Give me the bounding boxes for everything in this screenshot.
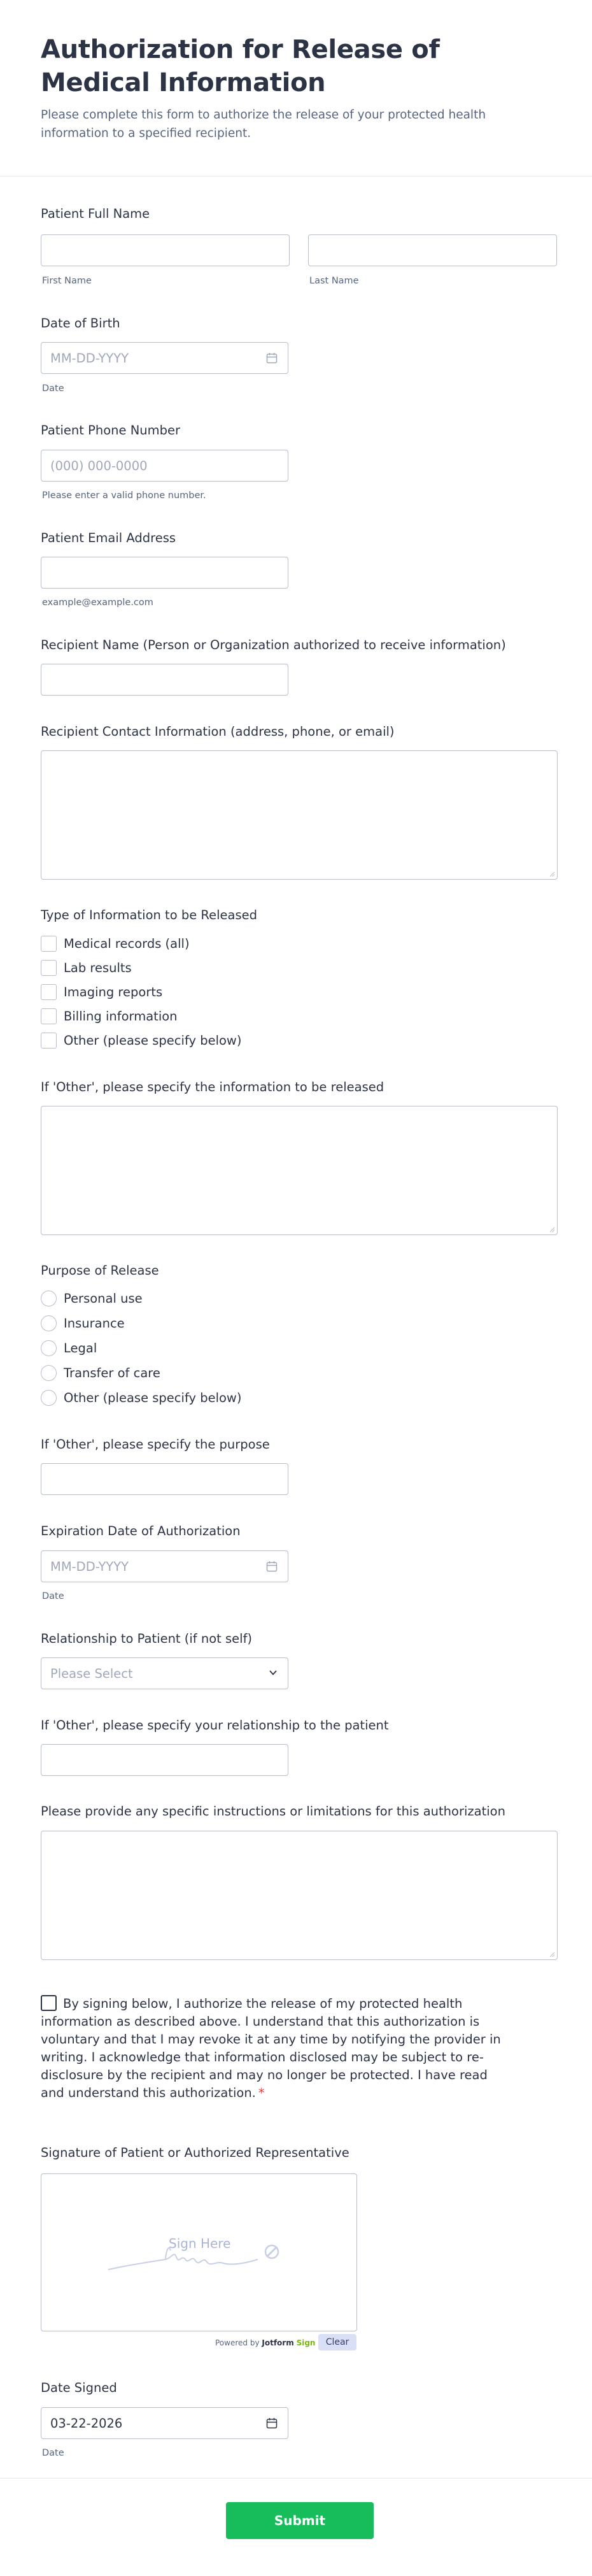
purpose-other-input[interactable] (41, 1463, 288, 1495)
radio-button[interactable] (41, 1365, 57, 1381)
sign-product-text: Sign (296, 2338, 316, 2347)
consent-text: By signing below, I authorize the release of my protected health information as described above. I understand that this authorization is voluntary and that I may revoke it at any time by notifying the provider in writing. I acknowledge that information disclosed may be subject to re-disclosure by the recipient and may no longer be protected. I have read and understand this authorization. (41, 1996, 501, 2100)
option-label: Insurance (64, 1315, 125, 1331)
dob-sublabel: Date (42, 383, 64, 394)
jotform-logo-text: Jotform (262, 2338, 294, 2347)
purpose-label-text: Purpose of Release (41, 1263, 159, 1278)
email-label (41, 530, 176, 547)
relationship-label (41, 1631, 252, 1647)
info-option-medical-records[interactable] (41, 935, 190, 952)
purpose-option-personal[interactable] (41, 1290, 143, 1306)
checkbox[interactable] (41, 1008, 57, 1024)
signature-label (41, 2145, 349, 2161)
purpose-label (41, 1263, 159, 1279)
form-header (0, 0, 592, 176)
resize-grip-icon[interactable] (549, 871, 555, 877)
sign-here-text: Sign Here (169, 2236, 231, 2251)
info-other-label (41, 1079, 384, 1096)
purpose-option-transfer[interactable] (41, 1364, 160, 1381)
radio-button[interactable] (41, 1390, 57, 1406)
phone-sublabel: Please enter a valid phone number. (42, 490, 206, 501)
required-asterisk: * (258, 2086, 265, 2100)
radio-button[interactable] (41, 1315, 57, 1331)
option-label: Billing information (64, 1008, 178, 1024)
info-option-billing[interactable] (41, 1008, 178, 1024)
recipient-contact-textarea[interactable] (41, 750, 558, 880)
option-label: Lab results (64, 960, 132, 975)
calendar-icon[interactable] (266, 1561, 278, 1572)
instructions-label (41, 1803, 505, 1820)
option-label: Other (please specify below) (64, 1390, 242, 1405)
expiration-sublabel: Date (42, 1591, 64, 1601)
dob-label (41, 315, 120, 332)
phone-label (41, 422, 180, 439)
resize-grip-icon[interactable] (549, 1951, 555, 1957)
signature-pad[interactable] (41, 2173, 357, 2331)
purpose-other-label-text: If 'Other', please specify the purpose (41, 1437, 270, 1452)
signature-label-text: Signature of Patient or Authorized Representative (41, 2145, 349, 2160)
checkbox[interactable] (41, 936, 57, 952)
consent-checkbox[interactable] (41, 1995, 57, 2011)
resize-grip-icon[interactable] (549, 1226, 555, 1233)
date-signed-input[interactable] (41, 2407, 288, 2439)
chevron-down-icon (269, 1670, 278, 1676)
consent-block (41, 1995, 512, 2102)
powered-by (215, 2338, 315, 2347)
recipient-name-label (41, 637, 506, 654)
date-signed-value: 03-22-2026 (50, 2416, 123, 2431)
relationship-select[interactable] (41, 1657, 288, 1689)
info-option-lab-results[interactable] (41, 959, 132, 976)
relationship-other-input[interactable] (41, 1744, 288, 1776)
relationship-other-label-text: If 'Other', please specify your relationship to the patient (41, 1718, 389, 1733)
radio-button[interactable] (41, 1291, 57, 1306)
dob-placeholder: MM-DD-YYYY (50, 351, 129, 366)
email-label-text: Patient Email Address (41, 531, 176, 545)
calendar-icon[interactable] (266, 2417, 278, 2429)
recipient-contact-label (41, 724, 395, 740)
date-signed-label (41, 2380, 117, 2396)
date-signed-label-text: Date Signed (41, 2380, 117, 2395)
recipient-contact-label-text: Recipient Contact Information (address, phone, or email) (41, 724, 395, 739)
checkbox[interactable] (41, 1033, 57, 1048)
option-label: Medical records (all) (64, 936, 190, 951)
option-label: Personal use (64, 1291, 143, 1306)
option-label: Legal (64, 1340, 97, 1356)
purpose-option-legal[interactable] (41, 1340, 97, 1356)
purpose-option-insurance[interactable] (41, 1315, 125, 1331)
radio-button[interactable] (41, 1340, 57, 1356)
purpose-other-label (41, 1436, 270, 1453)
option-label: Imaging reports (64, 984, 163, 999)
info-option-other[interactable] (41, 1032, 241, 1048)
recipient-name-label-text: Recipient Name (Person or Organization authorized to receive information) (41, 638, 506, 652)
expiration-placeholder: MM-DD-YYYY (50, 1559, 129, 1574)
last-name-sublabel: Last Name (309, 276, 359, 286)
powered-by-text: Powered by (215, 2338, 260, 2347)
calendar-icon[interactable] (266, 352, 278, 364)
last-name-input[interactable] (308, 234, 557, 266)
option-label: Other (please specify below) (64, 1033, 242, 1048)
checkbox[interactable] (41, 984, 57, 1000)
recipient-name-input[interactable] (41, 664, 288, 696)
phone-placeholder: (000) 000-0000 (50, 459, 148, 473)
checkbox[interactable] (41, 960, 57, 976)
form-footer (0, 2478, 592, 2572)
info-other-label-text: If 'Other', please specify the information to be released (41, 1080, 384, 1094)
expiration-label-text: Expiration Date of Authorization (41, 1524, 241, 1538)
info-type-label-text: Type of Information to be Released (41, 908, 257, 922)
phone-input[interactable] (41, 450, 288, 482)
info-type-label (41, 907, 257, 924)
option-label: Transfer of care (64, 1365, 160, 1380)
email-input[interactable] (41, 557, 288, 589)
relationship-label-text: Relationship to Patient (if not self) (41, 1631, 253, 1646)
info-option-imaging-reports[interactable] (41, 984, 162, 1000)
submit-button[interactable]: Submit Authorization (226, 2502, 374, 2539)
dob-label-text: Date of Birth (41, 316, 120, 331)
phone-label-text: Patient Phone Number (41, 423, 181, 438)
patient-name-label (41, 206, 150, 222)
dob-input[interactable] (41, 342, 288, 374)
instructions-label-text: Please provide any specific instructions or limitations for this authorization (41, 1804, 505, 1819)
first-name-input[interactable] (41, 234, 290, 266)
relationship-other-label (41, 1717, 389, 1734)
expiration-date-input[interactable] (41, 1550, 288, 1582)
info-other-textarea[interactable] (41, 1106, 558, 1235)
first-name-sublabel: First Name (42, 276, 92, 286)
instructions-textarea[interactable] (41, 1831, 558, 1960)
form-subtitle: Please complete this form to authorize the release of your protected health information to a specified recipient. (41, 108, 486, 140)
expiration-label (41, 1523, 241, 1540)
patient-name-label-text: Patient Full Name (41, 206, 150, 221)
clear-signature-button[interactable]: Clear (318, 2334, 356, 2351)
relationship-selected-value: Please Select (50, 1666, 133, 1681)
purpose-option-other[interactable] (41, 1389, 241, 1406)
form-title: Authorization for Release of Medical Information (41, 35, 440, 97)
date-signed-sublabel: Date (42, 2448, 64, 2458)
email-sublabel: example@example.com (42, 597, 153, 608)
